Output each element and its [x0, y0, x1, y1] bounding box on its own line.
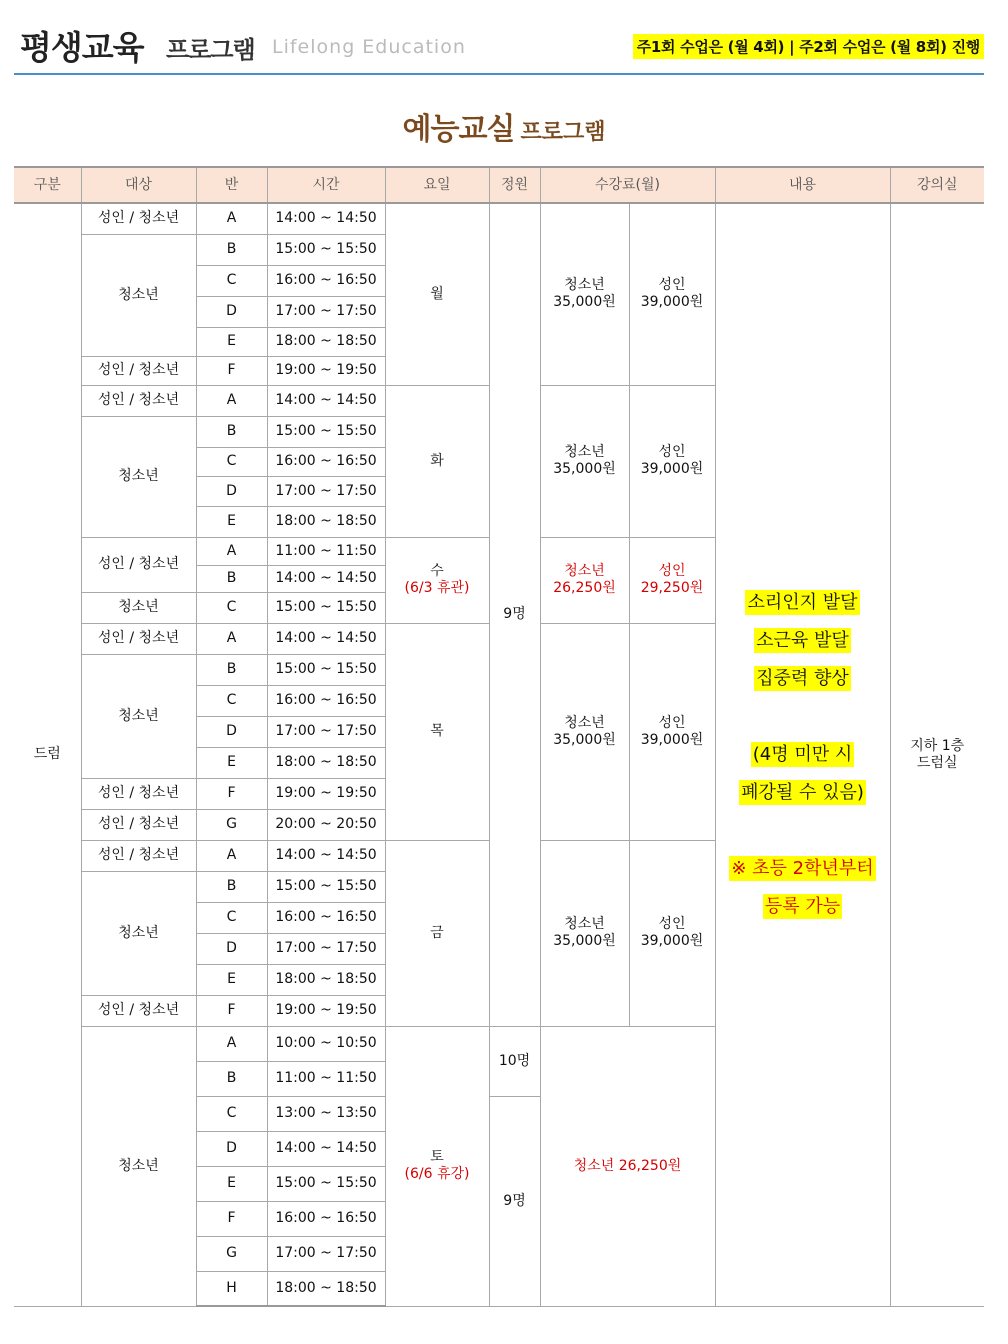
- fee-value: 35,000원: [553, 294, 616, 311]
- class-cell: E: [196, 747, 267, 778]
- time-cell: 16:00 ~ 16:50: [267, 685, 385, 716]
- time-cell: 17:00 ~ 17:50: [267, 296, 385, 327]
- time-cell: 18:00 ~ 18:50: [267, 506, 385, 537]
- time-cell: 14:00 ~ 14:50: [267, 840, 385, 871]
- time-cell: 13:00 ~ 13:50: [267, 1096, 385, 1131]
- day-cell-sat: [385, 1026, 489, 1306]
- class-cell: C: [196, 447, 267, 476]
- table-header-row: [14, 167, 984, 203]
- class-cell: B: [196, 565, 267, 592]
- time-cell: 15:00 ~ 15:50: [267, 871, 385, 902]
- fee-label: 성인: [658, 444, 686, 460]
- target-cell: 성인 / 청소년: [81, 203, 196, 234]
- fee-value: 39,000원: [640, 461, 704, 477]
- fee-cell-sat: 청소년 26,250원: [540, 1026, 715, 1306]
- target-cell: 성인 / 청소년: [81, 778, 196, 809]
- content-line: ※ 초등 2학년부터: [731, 857, 874, 879]
- time-cell: 16:00 ~ 16:50: [267, 447, 385, 476]
- fee-youth-tue: [540, 385, 629, 537]
- time-cell: 19:00 ~ 19:50: [267, 995, 385, 1026]
- time-cell: 11:00 ~ 11:50: [267, 1061, 385, 1096]
- target-cell: 성인 / 청소년: [81, 623, 196, 654]
- content-notes: [729, 584, 875, 926]
- class-cell: G: [196, 1236, 267, 1271]
- class-cell: D: [196, 476, 267, 506]
- target-cell: 청소년: [81, 871, 196, 995]
- target-cell: 청소년: [81, 1026, 196, 1306]
- target-cell: 청소년: [81, 592, 196, 623]
- time-cell: 14:00 ~ 14:50: [267, 623, 385, 654]
- class-cell: C: [196, 685, 267, 716]
- day-label: 수: [430, 563, 444, 579]
- time-cell: 18:00 ~ 18:50: [267, 964, 385, 995]
- time-cell: 19:00 ~ 19:50: [267, 778, 385, 809]
- time-cell: 15:00 ~ 15:50: [267, 654, 385, 685]
- fee-adult-fri: [629, 840, 715, 1026]
- header-room: 강의실: [890, 167, 984, 203]
- time-cell: 17:00 ~ 17:50: [267, 476, 385, 506]
- fee-youth-mon: [540, 203, 629, 385]
- content-line: 폐강될 수 있음): [741, 781, 864, 803]
- class-cell: C: [196, 592, 267, 623]
- header-class: 반: [196, 167, 267, 203]
- fee-adult-wed: [629, 537, 715, 623]
- header-title: 평생교육: [20, 28, 144, 67]
- fee-label: 성인: [658, 714, 686, 731]
- day-cell-fri: 금: [385, 840, 489, 1026]
- time-cell: 16:00 ~ 16:50: [267, 1201, 385, 1236]
- class-cell: A: [196, 840, 267, 871]
- fee-label: 청소년: [564, 714, 605, 731]
- time-cell: 10:00 ~ 10:50: [267, 1026, 385, 1061]
- fee-youth-thu: [540, 623, 629, 840]
- class-cell: B: [196, 416, 267, 447]
- class-cell: B: [196, 871, 267, 902]
- fee-value: 39,000원: [640, 731, 704, 748]
- time-cell: 15:00 ~ 15:50: [267, 416, 385, 447]
- time-cell: 16:00 ~ 16:50: [267, 265, 385, 296]
- time-cell: 18:00 ~ 18:50: [267, 1271, 385, 1306]
- target-cell: 성인 / 청소년: [81, 537, 196, 592]
- day-cell-tue: 화: [385, 385, 489, 537]
- header-subtitle: 프로그램: [166, 36, 255, 64]
- class-cell: F: [196, 995, 267, 1026]
- day-note: (6/3 휴관): [404, 580, 470, 596]
- class-cell: F: [196, 778, 267, 809]
- class-cell: A: [196, 203, 267, 234]
- header-category: 구분: [14, 167, 81, 203]
- content-line: 소리인지 발달: [747, 591, 858, 613]
- room-line: 지하 1층: [910, 737, 965, 754]
- header-content: 내용: [715, 167, 890, 203]
- fee-label: 성인: [658, 563, 686, 579]
- content-cell: [715, 203, 890, 1306]
- class-cell: C: [196, 1096, 267, 1131]
- target-cell: 청소년: [81, 234, 196, 356]
- class-cell: F: [196, 356, 267, 385]
- class-cell: A: [196, 1026, 267, 1061]
- header-divider: [14, 73, 984, 75]
- time-cell: 11:00 ~ 11:50: [267, 537, 385, 565]
- fee-value: 26,250원: [553, 580, 616, 596]
- fee-label: 청소년: [564, 444, 605, 460]
- time-cell: 17:00 ~ 17:50: [267, 933, 385, 964]
- fee-value: 29,250원: [640, 580, 704, 596]
- content-line: (4명 미만 시: [752, 743, 853, 765]
- content-line: 등록 가능: [764, 895, 841, 917]
- header-day: 요일: [385, 167, 489, 203]
- fee-value: 35,000원: [553, 461, 616, 477]
- program-title-main: 예능교실: [402, 112, 515, 147]
- schedule-table: [14, 166, 984, 1307]
- class-cell: B: [196, 654, 267, 685]
- target-cell: 청소년: [81, 416, 196, 537]
- day-cell-wed: [385, 537, 489, 623]
- fee-value: 35,000원: [553, 731, 616, 748]
- time-cell: 14:00 ~ 14:50: [267, 1131, 385, 1166]
- time-cell: 17:00 ~ 17:50: [267, 716, 385, 747]
- class-cell: B: [196, 234, 267, 265]
- class-cell: E: [196, 327, 267, 356]
- fee-value: 39,000원: [640, 933, 704, 949]
- room-cell: [890, 203, 984, 1306]
- class-cell: F: [196, 1201, 267, 1236]
- target-cell: 성인 / 청소년: [81, 995, 196, 1026]
- capacity-cell-sat: 10명: [489, 1026, 540, 1096]
- class-cell: D: [196, 1131, 267, 1166]
- class-cell: A: [196, 623, 267, 654]
- fee-value: 39,000원: [640, 294, 704, 311]
- target-cell: 성인 / 청소년: [81, 840, 196, 871]
- class-cell: D: [196, 296, 267, 327]
- fee-adult-thu: [629, 623, 715, 840]
- fee-label: 성인: [658, 916, 686, 932]
- category-cell: 드럼: [14, 203, 81, 1306]
- time-cell: 15:00 ~ 15:50: [267, 234, 385, 265]
- time-cell: 17:00 ~ 17:50: [267, 1236, 385, 1271]
- class-cell: C: [196, 902, 267, 933]
- class-cell: E: [196, 506, 267, 537]
- content-line: 집중력 향상: [756, 667, 849, 689]
- time-cell: 18:00 ~ 18:50: [267, 747, 385, 778]
- capacity-cell: 9명: [489, 203, 540, 1026]
- day-cell-thu: 목: [385, 623, 489, 840]
- target-cell: 성인 / 청소년: [81, 809, 196, 840]
- time-cell: 20:00 ~ 20:50: [267, 809, 385, 840]
- content-line: 소근육 발달: [756, 629, 849, 651]
- fee-youth-wed: [540, 537, 629, 623]
- header-time: 시간: [267, 167, 385, 203]
- time-cell: 16:00 ~ 16:50: [267, 902, 385, 933]
- fee-adult-tue: [629, 385, 715, 537]
- time-cell: 14:00 ~ 14:50: [267, 385, 385, 416]
- room-line: 드럼실: [916, 754, 958, 771]
- fee-label: 청소년: [564, 277, 605, 294]
- class-cell: D: [196, 716, 267, 747]
- class-cell: A: [196, 385, 267, 416]
- day-label: 토: [430, 1149, 444, 1165]
- day-cell-mon: 월: [385, 203, 489, 385]
- page-header: [14, 22, 984, 66]
- target-cell: 청소년: [81, 654, 196, 778]
- header-capacity: 정원: [489, 167, 540, 203]
- fee-value: 35,000원: [553, 933, 616, 949]
- class-cell: B: [196, 1061, 267, 1096]
- time-cell: 14:00 ~ 14:50: [267, 565, 385, 592]
- class-cell: E: [196, 1166, 267, 1201]
- table-row: [14, 203, 984, 234]
- fee-label: 청소년: [564, 563, 605, 579]
- program-title-sub: 프로그램: [520, 120, 606, 145]
- fee-youth-fri: [540, 840, 629, 1026]
- day-note: (6/6 휴강): [404, 1166, 470, 1182]
- time-cell: 19:00 ~ 19:50: [267, 356, 385, 385]
- fee-adult-mon: [629, 203, 715, 385]
- header-target: 대상: [81, 167, 196, 203]
- session-notice: 주1회 수업은 (월 4회) | 주2회 수업은 (월 8회) 진행: [633, 34, 984, 59]
- class-cell: H: [196, 1271, 267, 1306]
- class-cell: D: [196, 933, 267, 964]
- header-title-english: Lifelong Education: [272, 36, 466, 58]
- time-cell: 15:00 ~ 15:50: [267, 592, 385, 623]
- class-cell: A: [196, 537, 267, 565]
- class-cell: E: [196, 964, 267, 995]
- target-cell: 성인 / 청소년: [81, 356, 196, 385]
- time-cell: 14:00 ~ 14:50: [267, 203, 385, 234]
- class-cell: G: [196, 809, 267, 840]
- time-cell: 15:00 ~ 15:50: [267, 1166, 385, 1201]
- capacity-cell-sat: 9명: [489, 1096, 540, 1306]
- program-title: [0, 104, 1008, 148]
- fee-label: 성인: [658, 277, 686, 294]
- time-cell: 18:00 ~ 18:50: [267, 327, 385, 356]
- class-cell: C: [196, 265, 267, 296]
- fee-label: 청소년: [564, 916, 605, 932]
- target-cell: 성인 / 청소년: [81, 385, 196, 416]
- header-fee: 수강료(월): [540, 167, 715, 203]
